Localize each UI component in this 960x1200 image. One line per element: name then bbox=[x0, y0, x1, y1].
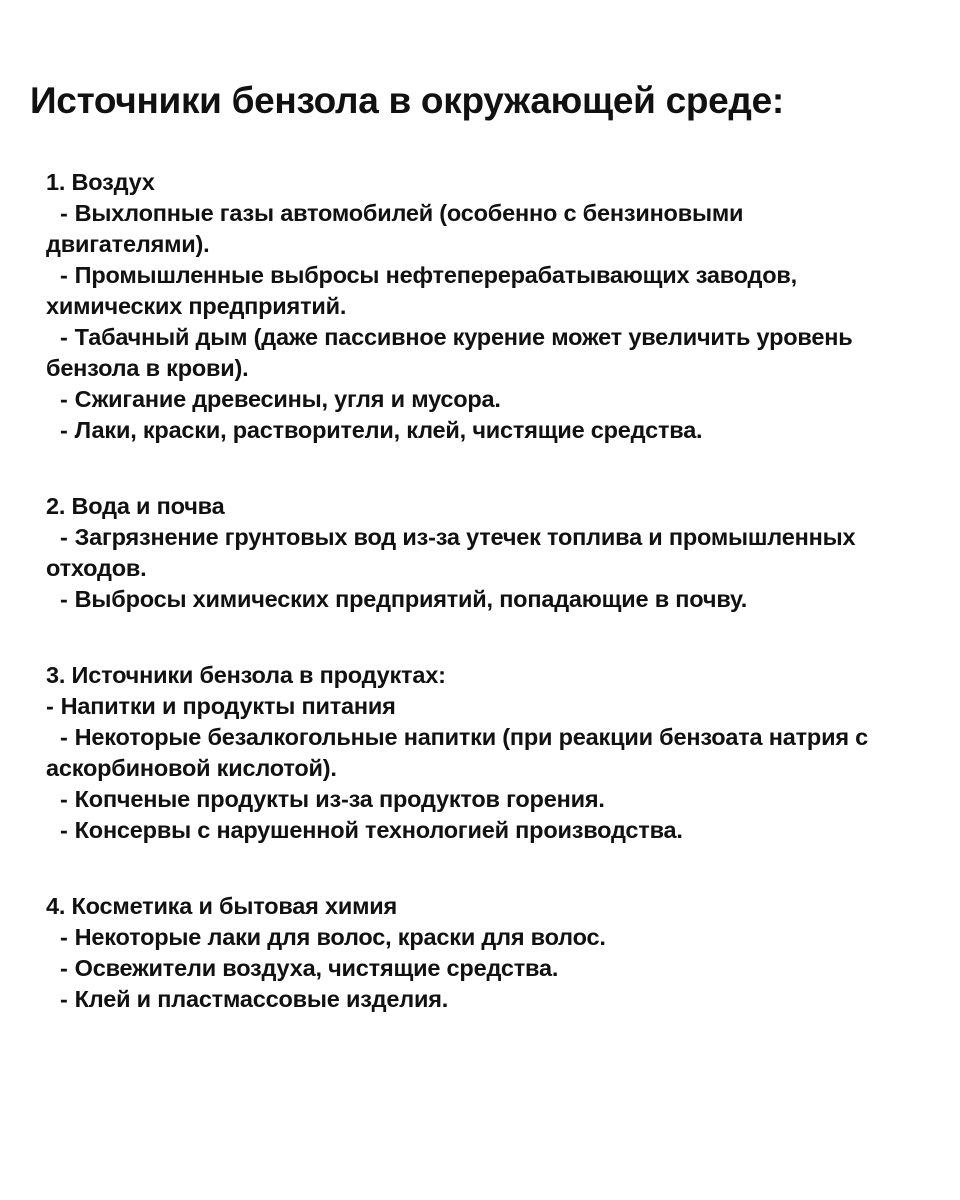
dash-bullet: - bbox=[60, 817, 68, 843]
section-heading: 4. Косметика и бытовая химия bbox=[46, 893, 398, 919]
list-item bbox=[46, 384, 876, 415]
list-item-text: Освежители воздуха, чистящие средства. bbox=[74, 955, 559, 981]
list-item bbox=[46, 722, 876, 784]
list-item-text: Клей и пластмассовые изделия. bbox=[74, 986, 449, 1012]
list-item bbox=[46, 322, 876, 384]
list-subheading bbox=[46, 691, 876, 722]
list-item bbox=[46, 953, 876, 984]
list-item-text: Выбросы химических предприятий, попадающие в почву. bbox=[74, 586, 748, 612]
list-subheading-text: Напитки и продукты питания bbox=[60, 693, 396, 719]
list-item-text: Выхлопные газы автомобилей (особенно с бензиновыми двигателями). bbox=[46, 200, 744, 257]
list-item bbox=[46, 922, 876, 953]
list-item bbox=[46, 784, 876, 815]
dash-bullet: - bbox=[60, 200, 68, 226]
list-item bbox=[46, 260, 876, 322]
dash-bullet: - bbox=[60, 786, 68, 812]
dash-bullet: - bbox=[60, 924, 68, 950]
dash-bullet: - bbox=[60, 524, 68, 550]
list-item-text: Некоторые безалкогольные напитки (при реакции бензоата натрия с аскорбиновой кислотой). bbox=[46, 724, 869, 781]
dash-bullet: - bbox=[60, 386, 68, 412]
dash-bullet: - bbox=[60, 262, 68, 288]
list-item-text: Консервы с нарушенной технологией производства. bbox=[74, 817, 683, 843]
list-item-text: Некоторые лаки для волос, краски для волос. bbox=[74, 924, 606, 950]
content bbox=[46, 167, 876, 1060]
section-heading: 2. Вода и почва bbox=[46, 493, 225, 519]
section-heading: 3. Источники бензола в продуктах: bbox=[46, 662, 446, 688]
section-water-soil bbox=[46, 491, 876, 615]
list-item bbox=[46, 522, 876, 584]
dash-bullet: - bbox=[60, 324, 68, 350]
dash-bullet: - bbox=[60, 986, 68, 1012]
list-item-text: Промышленные выбросы нефтеперерабатывающих заводов, химических предприятий. bbox=[46, 262, 798, 319]
section-air bbox=[46, 167, 876, 446]
dash-bullet: - bbox=[46, 693, 54, 719]
list-item-text: Лаки, краски, растворители, клей, чистящие средства. bbox=[74, 417, 703, 443]
list-item-text: Копченые продукты из-за продуктов горения. bbox=[74, 786, 605, 812]
section-cosmetics bbox=[46, 891, 876, 1015]
dash-bullet: - bbox=[60, 586, 68, 612]
section-food bbox=[46, 660, 876, 846]
list-item bbox=[46, 198, 876, 260]
dash-bullet: - bbox=[60, 417, 68, 443]
dash-bullet: - bbox=[60, 955, 68, 981]
list-item-text: Табачный дым (даже пассивное курение может увеличить уровень бензола в крови). bbox=[46, 324, 853, 381]
page-title: Источники бензола в окружающей среде: bbox=[30, 80, 784, 121]
dash-bullet: - bbox=[60, 724, 68, 750]
list-item bbox=[46, 584, 876, 615]
list-item bbox=[46, 415, 876, 446]
section-heading: 1. Воздух bbox=[46, 169, 155, 195]
list-item-text: Сжигание древесины, угля и мусора. bbox=[74, 386, 501, 412]
list-item-text: Загрязнение грунтовых вод из-за утечек топлива и промышленных отходов. bbox=[46, 524, 856, 581]
list-item bbox=[46, 984, 876, 1015]
list-item bbox=[46, 815, 876, 846]
